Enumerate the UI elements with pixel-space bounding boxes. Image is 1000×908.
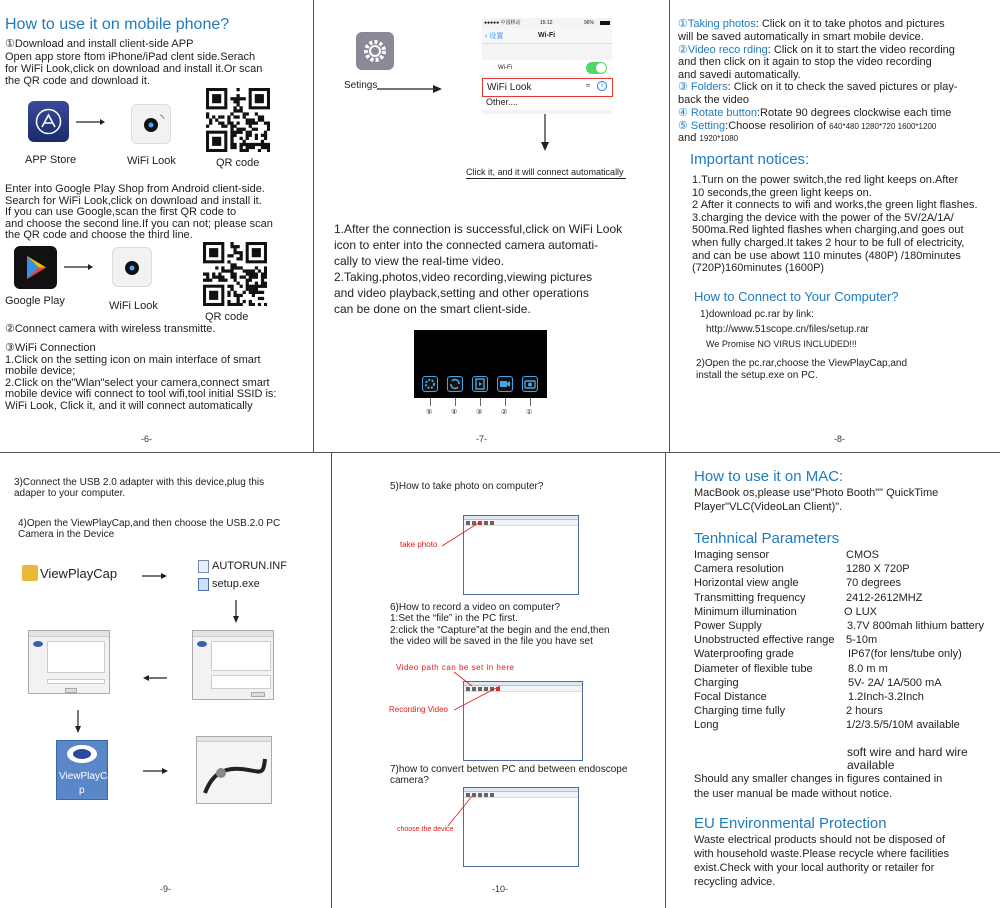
wifi-label: Wi-Fi bbox=[498, 65, 512, 71]
body-text: icon to enter into the connected camera automati- bbox=[334, 238, 599, 252]
page-title: How to use it on mobile phone? bbox=[5, 16, 230, 33]
page-number: -8- bbox=[834, 434, 845, 444]
param-label: Imaging sensor bbox=[694, 549, 770, 561]
callout-line bbox=[446, 794, 476, 828]
arrow-left-icon bbox=[143, 674, 167, 682]
click-note: Click it, and it will connect automatically bbox=[466, 167, 624, 177]
panel-divider bbox=[313, 0, 314, 452]
back-label: 设置 bbox=[489, 33, 504, 40]
button-number: ③ bbox=[476, 409, 483, 416]
body-text: and choose the second line.If you can not; please scan bbox=[5, 218, 273, 230]
param-value: 70 degrees bbox=[846, 577, 902, 590]
folder-icon bbox=[22, 565, 38, 581]
panel-divider bbox=[669, 0, 670, 452]
param-value: 1280 X 720P bbox=[846, 563, 910, 576]
param-label: Diameter of flexible tube bbox=[694, 662, 813, 675]
body-text: when fully charged.It takes 2 hour to be full of electricity, bbox=[692, 236, 965, 249]
app-store-icon bbox=[28, 101, 69, 142]
feature-name: ①Taking photos bbox=[678, 18, 756, 30]
page-number: -10- bbox=[492, 884, 509, 894]
take-photo-button[interactable] bbox=[522, 376, 538, 392]
virus-note: We Promise NO VIRUS INCLUDED!!! bbox=[706, 339, 857, 349]
feature-line bbox=[678, 132, 738, 146]
param-label: Horizontal view angle bbox=[694, 577, 799, 590]
feature-name: ④ Rotate button bbox=[678, 107, 757, 119]
body-text: 3.charging the device with the power of the 5V/2A/1A/ bbox=[692, 211, 954, 224]
feature-line bbox=[678, 18, 945, 31]
app-label: ViewPlayCa bbox=[59, 771, 113, 782]
body-text: 1.Turn on the power switch,the red light keeps on.After bbox=[692, 174, 959, 186]
feature-line bbox=[678, 44, 955, 57]
body-text: the QR code and choose the third line. bbox=[5, 229, 193, 241]
camera-app-screen bbox=[414, 330, 547, 398]
body-text: Should any smaller changes in figures contained in bbox=[694, 773, 943, 785]
body-text: 2)Open the pc.rar,choose the ViewPlayCap,and bbox=[696, 358, 908, 369]
file-name: setup.exe bbox=[212, 578, 260, 590]
feature-desc: : Click on it to check the saved pictures or play- bbox=[727, 81, 958, 93]
body-text: 1)download pc.rar by link: bbox=[700, 309, 814, 320]
body-text: (720P)160minutes (1600P) bbox=[692, 262, 825, 275]
body-text: 3)Connect the USB 2.0 adapter with this device,plug this bbox=[14, 477, 265, 488]
panel-divider bbox=[331, 452, 332, 908]
body-text: adaper to your computer. bbox=[14, 488, 126, 499]
body-text: Search for WiFi Look,click on download and install it. bbox=[5, 195, 262, 207]
choose-device-callout: choose the device bbox=[397, 826, 454, 833]
body-text: and savedi automatically. bbox=[678, 69, 801, 81]
folders-button[interactable] bbox=[472, 376, 488, 392]
body-text: 5)How to take photo on computer? bbox=[390, 481, 544, 492]
feature-name: ⑤ Setting bbox=[678, 120, 726, 132]
body-text: 500ma.Red lighted flashes when charging,and goes out bbox=[692, 224, 964, 237]
feature-line bbox=[678, 107, 951, 120]
body-text: Open app store ftom iPhone/iPad clent side.Serach bbox=[5, 51, 256, 63]
body-text: the video will be saved in the file you have set bbox=[390, 636, 593, 647]
section-title: Tenhnical Parameters bbox=[694, 530, 840, 547]
button-number: ① bbox=[526, 409, 533, 416]
callout-line bbox=[452, 670, 502, 712]
body-text: can be done on the smart client-side. bbox=[334, 302, 531, 316]
body-text: MacBook os,please use"Photo Booth"" QuickTime bbox=[694, 487, 939, 499]
feature-desc: : Click on it to take photos and pictures bbox=[755, 18, 945, 30]
wifi-toggle-row bbox=[482, 60, 612, 76]
resolution-list: 640*480 1280*720 1600*1200 bbox=[829, 122, 937, 131]
download-link[interactable]: http://www.51scope.cn/files/setup.rar bbox=[706, 324, 869, 335]
body-text: WiFi Look, Click it, and it will connect automatically bbox=[5, 400, 253, 412]
body-text: and bbox=[678, 132, 700, 144]
app-store-label: APP Store bbox=[25, 154, 77, 166]
body-text: recycling advice. bbox=[694, 876, 776, 888]
button-number: ② bbox=[501, 409, 508, 416]
feature-desc: : Click on it to start the video recording bbox=[767, 44, 955, 56]
wifi-look-app-icon bbox=[131, 104, 171, 144]
arrow-right-icon bbox=[142, 572, 168, 580]
body-text: 1.After the connection is successful,click on WiFi Look bbox=[334, 222, 623, 236]
wifi-look-app-icon bbox=[112, 247, 152, 287]
nav-title: Wi-Fi bbox=[538, 32, 556, 39]
setup-file-icon bbox=[198, 578, 209, 591]
section-heading: ③WiFi Connection bbox=[5, 342, 96, 354]
qr-code-label: QR code bbox=[205, 311, 249, 323]
body-text: install the setup.exe on PC. bbox=[696, 370, 818, 381]
qr-code-icon bbox=[206, 88, 270, 152]
section-title: How to use it on MAC: bbox=[694, 468, 844, 485]
body-text: and then click on it again to stop the video recording bbox=[678, 56, 932, 68]
param-value: 5-10m bbox=[846, 634, 878, 647]
info-icon[interactable]: i bbox=[597, 81, 607, 91]
param-value: 3.7V 800mah lithium battery bbox=[847, 620, 984, 632]
settings-label: Setings bbox=[344, 80, 378, 91]
file-name: AUTORUN.INF bbox=[212, 560, 287, 572]
body-text: Enter into Google Play Shop from Android client-side. bbox=[5, 183, 265, 195]
param-label: Camera resolution bbox=[694, 563, 784, 576]
video-path-callout: Video path can be set in here bbox=[396, 663, 515, 672]
feature-desc: :Choose resolirion of bbox=[725, 120, 830, 132]
feature-name: ③ Folders bbox=[678, 81, 728, 93]
file-icon bbox=[198, 560, 209, 573]
folder-label: ViewPlayCap bbox=[40, 566, 118, 581]
arrow-right-icon bbox=[76, 118, 106, 126]
page-number: -9- bbox=[160, 884, 171, 894]
page-number: -7- bbox=[476, 434, 487, 444]
param-label: Minimum illumination bbox=[694, 605, 797, 618]
notices-block bbox=[692, 174, 978, 275]
installer-dialog-image bbox=[28, 630, 110, 694]
body-text: 1:Set the “file” in the PC first. bbox=[390, 613, 518, 624]
section-heading: ②Connect camera with wireless transmitte. bbox=[5, 323, 216, 335]
battery-text: 96% bbox=[584, 20, 595, 26]
body-text: will be saved automatically in smart mobile device. bbox=[678, 31, 924, 43]
param-label: Charging time fully bbox=[694, 705, 786, 718]
pc-window-device bbox=[463, 787, 579, 867]
recording-video-callout: Recording Video bbox=[389, 705, 449, 714]
arrow-right-icon bbox=[143, 767, 169, 775]
other-label: Other.... bbox=[486, 97, 519, 107]
param-label: Charging bbox=[694, 676, 739, 689]
body-text: 2.Click on the"Wlan"select your camera,connect smart bbox=[5, 377, 270, 389]
qr-code-label: QR code bbox=[216, 157, 260, 169]
body-text: Player"VLC(VideoLan Client)". bbox=[694, 501, 843, 513]
body-text: and can be use abowt 110 minutes (480P) /180minutes bbox=[692, 249, 961, 262]
body-text: for WiFi Look,click on download and install it.Or scan bbox=[5, 63, 263, 75]
feature-name: ②Video reco rding bbox=[678, 44, 768, 56]
carrier-text: ●●●●● 中国移动 bbox=[484, 20, 521, 26]
body-text: Waste electrical products should not be disposed of bbox=[694, 834, 945, 846]
body-text: available bbox=[847, 758, 895, 772]
param-label: Unobstructed effective range bbox=[694, 634, 835, 647]
status-bar bbox=[482, 18, 612, 28]
param-label: Transmitting frequency bbox=[694, 591, 806, 604]
arrow-down-icon bbox=[74, 710, 82, 734]
body-text: the user manual be made without notice. bbox=[694, 788, 893, 800]
take-photo-callout: take photo bbox=[400, 540, 438, 549]
app-label: p bbox=[79, 785, 85, 796]
google-play-icon bbox=[14, 246, 57, 289]
wifi-look-network-row[interactable] bbox=[482, 78, 613, 97]
button-number-legend bbox=[414, 398, 547, 418]
body-text: 2.Taking.photos,video recording,viewing pictures bbox=[334, 270, 593, 284]
body-text: back the video bbox=[678, 94, 749, 106]
setup-dialog-image bbox=[192, 630, 274, 700]
body-text: 1.Click on the setting icon on main interface of smart bbox=[5, 354, 261, 366]
body-text: mobile device; bbox=[5, 365, 76, 377]
resolution-list: 1920*1080 bbox=[699, 134, 739, 143]
button-number: ④ bbox=[451, 409, 458, 416]
wifi-network-name: WiFi Look bbox=[487, 82, 532, 93]
callout-line bbox=[440, 520, 482, 548]
row-divider bbox=[0, 452, 1000, 453]
param-label: Long bbox=[694, 719, 719, 732]
section-title: Important notices: bbox=[690, 151, 810, 168]
google-play-label: Google Play bbox=[5, 295, 65, 307]
section-heading: ①Download and install client-side APP bbox=[5, 38, 194, 50]
section-title: How to Connect to Your Computer? bbox=[694, 289, 899, 304]
body-text: 2 After it connects to wifi and works,the green light flashes. bbox=[692, 199, 978, 212]
body-text: 2:click the “Capture”at the begin and the end,then bbox=[390, 625, 610, 636]
param-value: 1/2/3.5/5/10M available bbox=[846, 719, 960, 732]
video-record-button[interactable] bbox=[497, 376, 513, 392]
panel-divider bbox=[665, 452, 666, 908]
arrow-right-icon bbox=[64, 263, 94, 271]
qr-code-icon bbox=[203, 242, 267, 306]
param-value: IP67(for lens/tube only) bbox=[848, 648, 962, 661]
wifi-look-label: WiFi Look bbox=[109, 300, 158, 312]
rotate-button[interactable] bbox=[447, 376, 463, 392]
body-text: If you can use Google,scan the first QR code to bbox=[5, 206, 237, 218]
nav-bar bbox=[482, 28, 612, 44]
body-text: exist.Check with your local authority or retailer for bbox=[694, 862, 935, 874]
settings-app-icon bbox=[356, 32, 394, 70]
back-button[interactable]: ‹ 设置 bbox=[485, 33, 504, 40]
wifi-signal-icon: ≈ bbox=[586, 81, 591, 90]
settings-button[interactable] bbox=[422, 376, 438, 392]
param-value: 8.0 m m bbox=[848, 662, 888, 675]
instructions-block bbox=[334, 221, 622, 317]
param-value: 5V- 2A/ 1A/500 mA bbox=[848, 676, 942, 689]
section-title: EU Environmental Protection bbox=[694, 815, 887, 832]
page-number: -6- bbox=[141, 434, 152, 444]
wifi-toggle[interactable] bbox=[586, 62, 607, 74]
body-text: mobile device wifi connect to tool wifi,tool initial SSID is: bbox=[5, 388, 277, 400]
body-text: 10 seconds,the green light keeps on. bbox=[692, 186, 872, 199]
body-text: cally to view the real-time video. bbox=[334, 254, 505, 268]
param-value: 2 hours bbox=[846, 705, 883, 718]
param-label: Power Supply bbox=[694, 620, 762, 632]
arrow-down-icon bbox=[232, 600, 240, 624]
body-text: 6)How to record a video on computer? bbox=[390, 602, 561, 613]
param-label: Waterproofing grade bbox=[694, 648, 794, 661]
body-text: the QR code and download it. bbox=[5, 75, 150, 87]
camera-preview-image bbox=[196, 736, 272, 804]
param-value: CMOS bbox=[846, 549, 879, 561]
underline bbox=[466, 178, 626, 179]
viewplaycap-desktop-icon bbox=[56, 740, 113, 800]
battery-icon bbox=[600, 21, 610, 25]
feature-line bbox=[678, 81, 958, 94]
param-value: O LUX bbox=[844, 605, 878, 618]
body-text: soft wire and hard wire bbox=[847, 745, 968, 759]
phone-wifi-screen bbox=[482, 18, 612, 114]
body-text: with household waste.Please recycle where facilities bbox=[694, 848, 949, 860]
body-text: 4)Open the ViewPlayCap,and then choose the USB.2.0 PC bbox=[18, 518, 281, 529]
button-number: ⑤ bbox=[426, 409, 433, 416]
body-text: and video playback,setting and other operations bbox=[334, 286, 589, 300]
body-text: 7)how to convert betwen PC and between endoscope bbox=[390, 764, 628, 775]
param-label: Focal Distance bbox=[694, 691, 767, 703]
feature-desc: :Rotate 90 degrees clockwise each time bbox=[756, 107, 952, 119]
body-text: Camera in the Device bbox=[18, 529, 115, 540]
arrow-down-icon bbox=[540, 114, 550, 152]
wifi-look-label: WiFi Look bbox=[127, 155, 176, 167]
status-time: 15:12 bbox=[540, 20, 553, 26]
param-value: 2412-2612MHZ bbox=[846, 591, 923, 604]
param-value: 1.2Inch-3.2Inch bbox=[848, 691, 924, 703]
arrow-right-icon bbox=[377, 84, 443, 94]
body-text: camera? bbox=[390, 775, 429, 786]
